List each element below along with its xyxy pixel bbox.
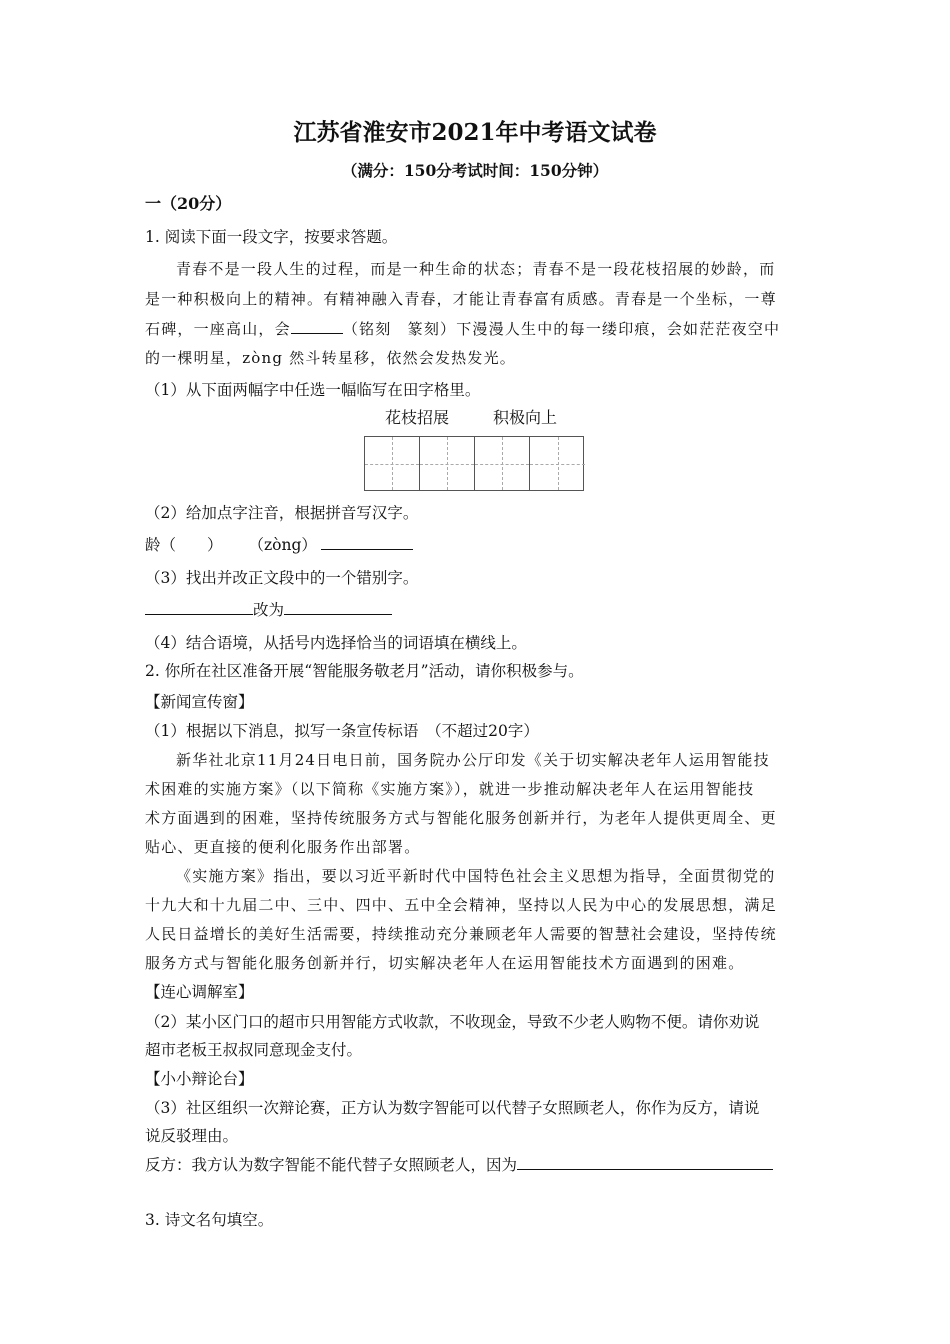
rebuttal-lead: 反方：我方认为数字智能不能代替子女照顾老人，因为 [145,1156,518,1174]
q1-sub3-answer-line [145,600,392,620]
zong-prompt: （zòng） [248,536,317,554]
q1-passage-line-2: 是一种积极向上的精神。有精神融入青春，才能让青春富有质感。青春是一个坐标，一尊 [145,290,777,308]
rebuttal-line [145,1155,773,1175]
news-heading: 【新闻宣传窗】 [145,693,254,711]
grid-cell[interactable] [475,437,530,490]
grid-label-left: 花枝招展 [385,408,450,427]
q1-sub1: （1）从下面两幅字中任选一幅临写在田字格里。 [145,381,481,399]
q2-sub1: （1）根据以下消息，拟写一条宣传标语 （不超过20字） [145,722,539,740]
q1-sub3: （3）找出并改正文段中的一个错别字。 [145,569,419,587]
news-para2-line-2: 十九大和十九届二中、三中、四中、五中全会精神，坚持以人民为中心的发展思想，满足 [145,896,777,914]
q2-prompt: 2. 你所在社区准备开展“智能服务敬老月”活动，请你积极参与。 [145,662,584,680]
q1-passage-line-3a: 石碑，一座高山，会 [145,320,291,338]
news-para1-line-4: 贴心、更直接的便利化服务作出部署。 [145,838,421,856]
q3-prompt: 3. 诗文名句填空。 [145,1211,274,1229]
right-char-blank[interactable] [284,600,392,615]
section-heading: 一（20分） [145,194,232,213]
q1-prompt: 1. 阅读下面一段文字，按要求答题。 [145,228,398,246]
grid-cell[interactable] [420,437,475,490]
news-para1-line-1: 新华社北京11月24日电日前，国务院办公厅印发《关于切实解决老年人运用智能技 [176,751,770,769]
grid-cell[interactable] [365,437,420,490]
news-para2-line-4: 服务方式与智能化服务创新并行，切实解决老年人在运用智能技术方面遇到的困难。 [145,954,745,972]
news-para1-line-2: 术困难的实施方案》（以下简称《实施方案》），就进一步推动解决老年人在运用智能技 [145,780,755,798]
exam-subtitle: （满分：150分考试时间：150分钟） [341,161,609,180]
q1-passage-line-3 [145,319,780,339]
q2-sub2-line-1: （2）某小区门口的超市只用智能方式收款，不收现金，导致不少老人购物不便。请你劝说 [145,1013,760,1031]
q1-passage-line-1: 青春不是一段人生的过程，而是一种生命的状态；青春不是一段花枝招展的妙龄，而 [176,260,776,278]
heart-heading: 【连心调解室】 [145,983,254,1001]
news-para2-line-1: 《实施方案》指出，要以习近平新时代中国特色社会主义思想为指导，全面贯彻党的 [176,867,776,885]
q2-sub2-line-2: 超市老板王叔叔同意现金支付。 [145,1041,363,1059]
grid-cell[interactable] [530,437,585,490]
q1-passage-line-3b: （铭刻 篆刻）下漫漫人生中的每一缕印痕，会如茫茫夜空中 [342,320,781,338]
q1-passage-line-4: 的一棵明星，zòng 然斗转星移，依然会发热发光。 [145,349,516,367]
correct-to-label: 改为 [253,601,285,619]
debate-heading: 【小小辩论台】 [145,1070,254,1088]
tianzi-grid[interactable] [364,436,584,491]
q2-sub3-line-2: 说反驳理由。 [145,1127,239,1145]
zong-answer-blank[interactable] [321,535,413,550]
grid-labels [385,408,557,428]
news-para2-line-3: 人民日益增长的美好生活需要，持续推动充分兼顾老年人需要的智慧社会建设，坚持传统 [145,925,777,943]
q1-sub2-answer-line [145,535,413,555]
q2-sub3-line-1: （3）社区组织一次辩论赛，正方认为数字智能可以代替子女照顾老人，你作为反方，请说 [145,1099,760,1117]
grid-label-right: 积极向上 [493,408,558,427]
rebuttal-blank[interactable] [517,1155,773,1170]
pinyin-prompt: 龄（ ） [145,536,223,554]
q1-fill-blank[interactable] [291,319,343,334]
news-para1-line-3: 术方面遇到的困难，坚持传统服务方式与智能化服务创新并行，为老年人提供更周全、更 [145,809,777,827]
exam-title: 江苏省淮安市2021年中考语文试卷 [293,119,657,146]
wrong-char-blank[interactable] [145,600,253,615]
q1-sub2: （2）给加点字注音，根据拼音写汉字。 [145,504,419,522]
q1-sub4: （4）结合语境，从括号内选择恰当的词语填在横线上。 [145,634,527,652]
